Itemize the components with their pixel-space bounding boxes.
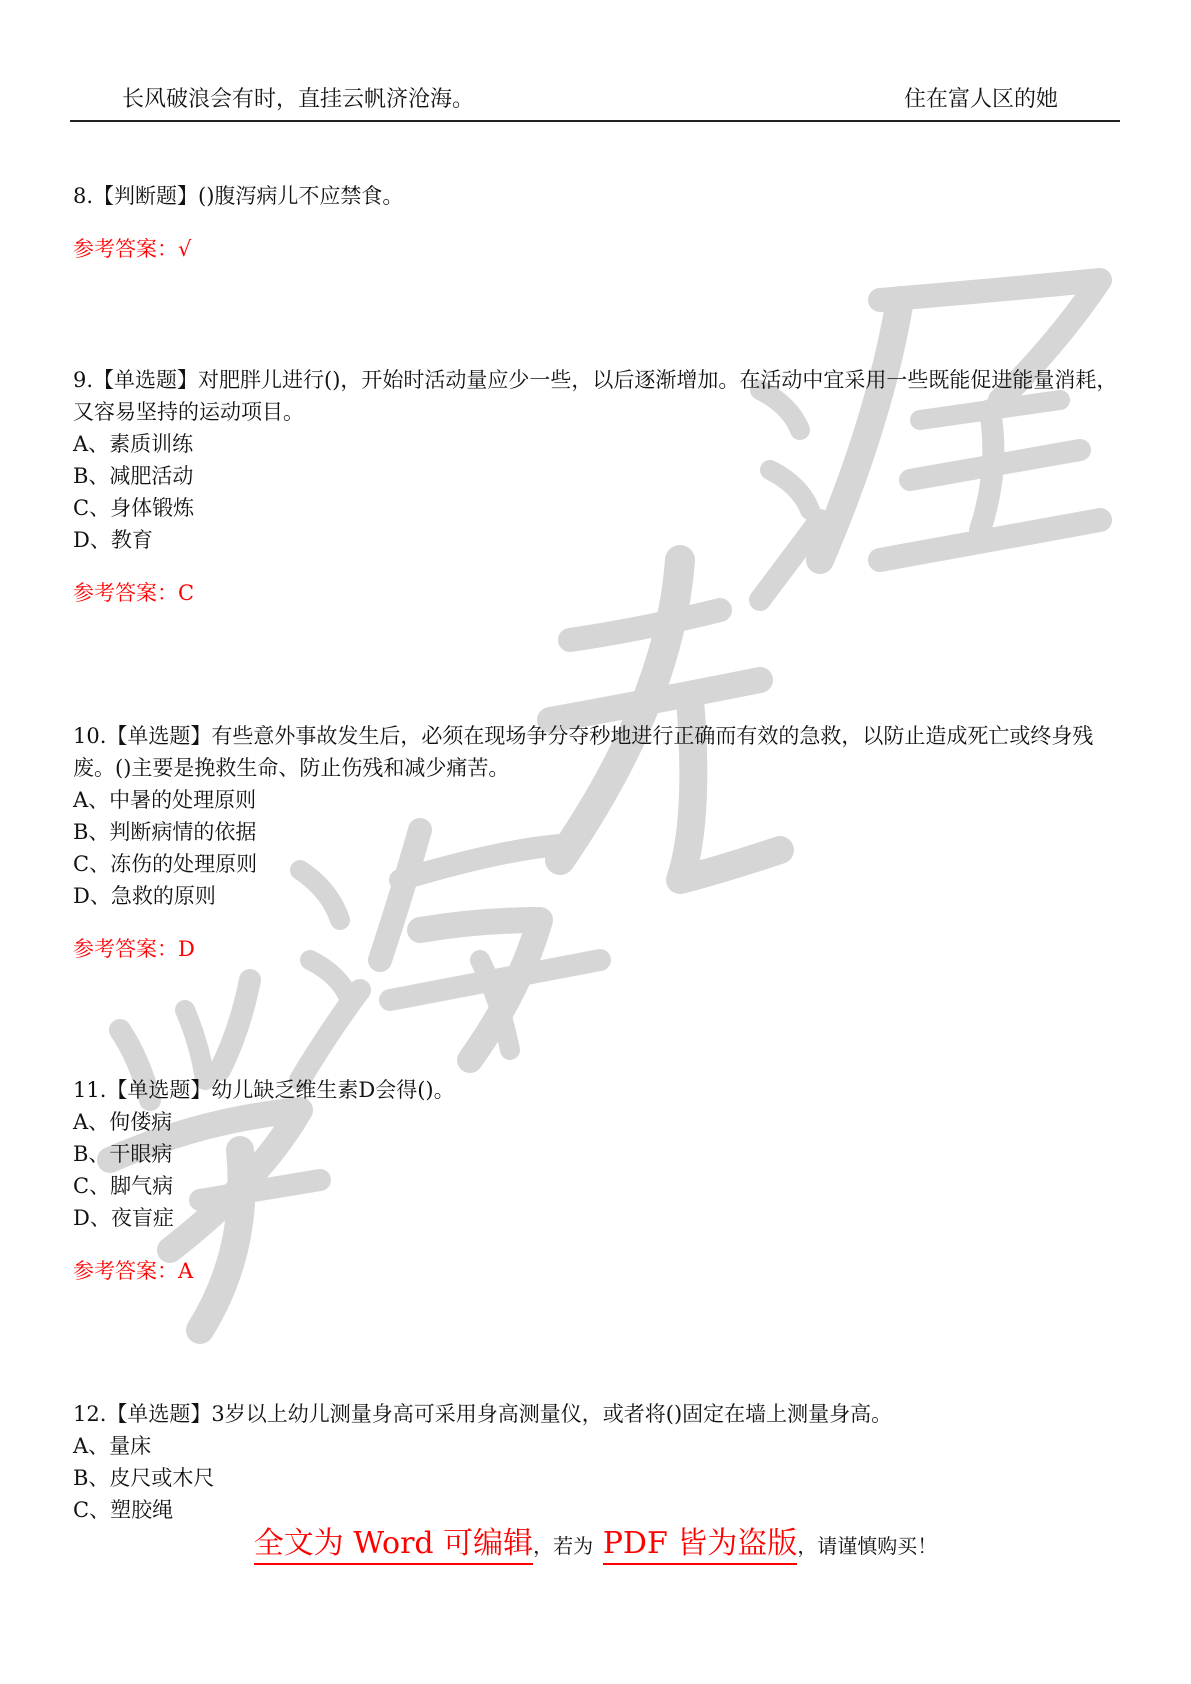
question-8 bbox=[73, 180, 1123, 264]
footer-word-editable: 全文为 Word 可编辑 bbox=[254, 1526, 533, 1565]
question-stem: 12.【单选题】3岁以上幼儿测量身高可采用身高测量仪，或者将()固定在墙上测量身高。 bbox=[73, 1402, 893, 1426]
question-9 bbox=[73, 364, 1123, 608]
reference-answer: 参考答案：C bbox=[73, 581, 195, 605]
option-c: C、身体锻炼 bbox=[73, 496, 195, 520]
option-b: B、减肥活动 bbox=[73, 464, 194, 488]
question-stem: 10.【单选题】有些意外事故发生后，必须在现场争分夺秒地进行正确而有效的急救，以防止造成死亡或终身残废。()主要是挽救生命、防止伤残和减少痛苦。 bbox=[73, 724, 1094, 780]
option-c: C、塑胶绳 bbox=[73, 1498, 174, 1522]
question-stem: 8.【判断题】()腹泻病儿不应禁食。 bbox=[73, 184, 404, 208]
footer-separator-2: ，请谨慎购买！ bbox=[797, 1534, 938, 1558]
option-list bbox=[73, 784, 1123, 912]
option-a: A、量床 bbox=[73, 1434, 152, 1458]
option-list bbox=[73, 1106, 1123, 1234]
question-stem: 9.【单选题】对肥胖儿进行()，开始时活动量应少一些，以后逐渐增加。在活动中宜采用一些既能促进能量消耗，又容易坚持的运动项目。 bbox=[73, 368, 1118, 424]
footer-pdf-piracy: PDF 皆为盗版 bbox=[603, 1526, 798, 1565]
option-a: A、佝偻病 bbox=[73, 1110, 173, 1134]
option-b: B、判断病情的依据 bbox=[73, 820, 257, 844]
option-a: A、素质训练 bbox=[73, 432, 194, 456]
option-list bbox=[73, 428, 1123, 556]
footer-notice bbox=[0, 1518, 1191, 1562]
option-b: B、皮尺或木尺 bbox=[73, 1466, 215, 1490]
option-list bbox=[73, 1430, 1123, 1526]
header-author: 住在富人区的她 bbox=[903, 87, 1058, 112]
question-list bbox=[73, 180, 1123, 1526]
option-c: C、脚气病 bbox=[73, 1174, 174, 1198]
option-d: D、急救的原则 bbox=[73, 884, 216, 908]
option-d: D、夜盲症 bbox=[73, 1206, 174, 1230]
option-d: D、教育 bbox=[73, 528, 153, 552]
question-10 bbox=[73, 720, 1123, 964]
page-header bbox=[70, 78, 1120, 122]
option-c: C、冻伤的处理原则 bbox=[73, 852, 258, 876]
reference-answer: 参考答案：√ bbox=[73, 237, 192, 261]
footer-separator-1: ，若为 bbox=[533, 1534, 594, 1558]
reference-answer: 参考答案：A bbox=[73, 1259, 194, 1283]
option-b: B、干眼病 bbox=[73, 1142, 173, 1166]
header-motto: 长风破浪会有时，直挂云帆济沧海。 bbox=[122, 87, 475, 112]
question-12 bbox=[73, 1398, 1123, 1526]
question-11 bbox=[73, 1074, 1123, 1286]
option-a: A、中暑的处理原则 bbox=[73, 788, 257, 812]
question-stem: 11.【单选题】幼儿缺乏维生素D会得()。 bbox=[73, 1078, 455, 1102]
reference-answer: 参考答案：D bbox=[73, 937, 195, 961]
